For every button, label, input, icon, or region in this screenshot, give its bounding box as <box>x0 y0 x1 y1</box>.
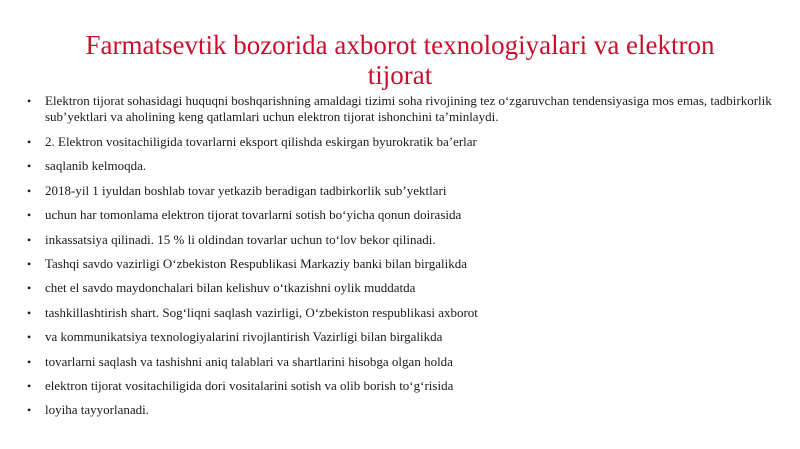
bullet-icon: • <box>27 281 32 296</box>
bullet-text: loyiha tayyorlanadi. <box>45 402 149 418</box>
bullet-icon: • <box>27 232 32 247</box>
bullet-item <box>24 354 776 370</box>
bullet-item <box>24 402 776 418</box>
bullet-icon: • <box>27 135 32 149</box>
bullet-text: va kommunikatsiya texnologiyalarini rivojlantirish Vazirligi bilan birgalikda <box>45 329 443 345</box>
bullet-text: elektron tijorat vositachiligida dori vositalarini sotish va olib borish to‘g‘risida <box>45 377 454 393</box>
bullet-icon: • <box>27 378 32 393</box>
bullet-text: saqlanib kelmoqda. <box>45 158 147 174</box>
bullet-list <box>24 93 776 427</box>
bullet-text: tashkillashtirish shart. Sog‘liqni saqlash vazirligi, O‘zbekiston respublikasi axborot <box>45 304 478 320</box>
bullet-icon: • <box>27 183 32 198</box>
bullet-icon: • <box>27 94 32 108</box>
bullet-icon: • <box>27 403 32 418</box>
bullet-text: 2. Elektron vositachiligida tovarlarni eksport qilishda eskirgan byurokratik ba’erlar <box>45 134 477 149</box>
bullet-item <box>24 207 776 223</box>
bullet-item <box>24 378 776 394</box>
bullet-text: uchun har tomonlama elektron tijorat tovarlarni sotish bo‘yicha qonun doirasida <box>45 207 462 223</box>
bullet-item <box>24 329 776 345</box>
bullet-item <box>24 158 776 174</box>
bullet-icon: • <box>27 159 32 174</box>
bullet-icon: • <box>27 208 32 223</box>
bullet-icon: • <box>27 256 32 271</box>
bullet-text: Elektron tijorat sohasidagi huquqni boshqarishning amaldagi tizimi soha rivojining tez o‘zgaruvchan tendensiyasiga mos emas, tadbirkorlik sub’yektlari va aholining keng qatlamlari uchun elektron tijorat ishonchini ta’minlaydi. <box>45 93 772 124</box>
bullet-icon: • <box>27 354 32 369</box>
bullet-text: 2018-yil 1 iyuldan boshlab tovar yetkazib beradigan tadbirkorlik sub’yektlari <box>45 182 447 198</box>
bullet-text: tovarlarni saqlash va tashishni aniq talablari va shartlarini hisobga olgan holda <box>45 353 453 369</box>
bullet-icon: • <box>27 305 32 320</box>
bullet-item <box>24 134 776 150</box>
bullet-text: chet el savdo maydonchalari bilan kelishuv o‘tkazishni oylik muddatda <box>45 280 416 296</box>
bullet-item <box>24 183 776 199</box>
bullet-item <box>24 232 776 248</box>
bullet-text: Tashqi savdo vazirligi O‘zbekiston Respublikasi Markaziy banki bilan birgalikda <box>45 255 467 271</box>
bullet-item <box>24 280 776 296</box>
bullet-text: inkassatsiya qilinadi. 15 % li oldindan tovarlar uchun to‘lov bekor qilinadi. <box>45 231 436 247</box>
bullet-item <box>24 256 776 272</box>
bullet-item <box>24 305 776 321</box>
slide-title: Farmatsevtik bozorida axborot texnologiyalari va elektron tijorat <box>85 30 715 90</box>
bullet-item <box>24 93 776 125</box>
bullet-icon: • <box>27 330 32 345</box>
